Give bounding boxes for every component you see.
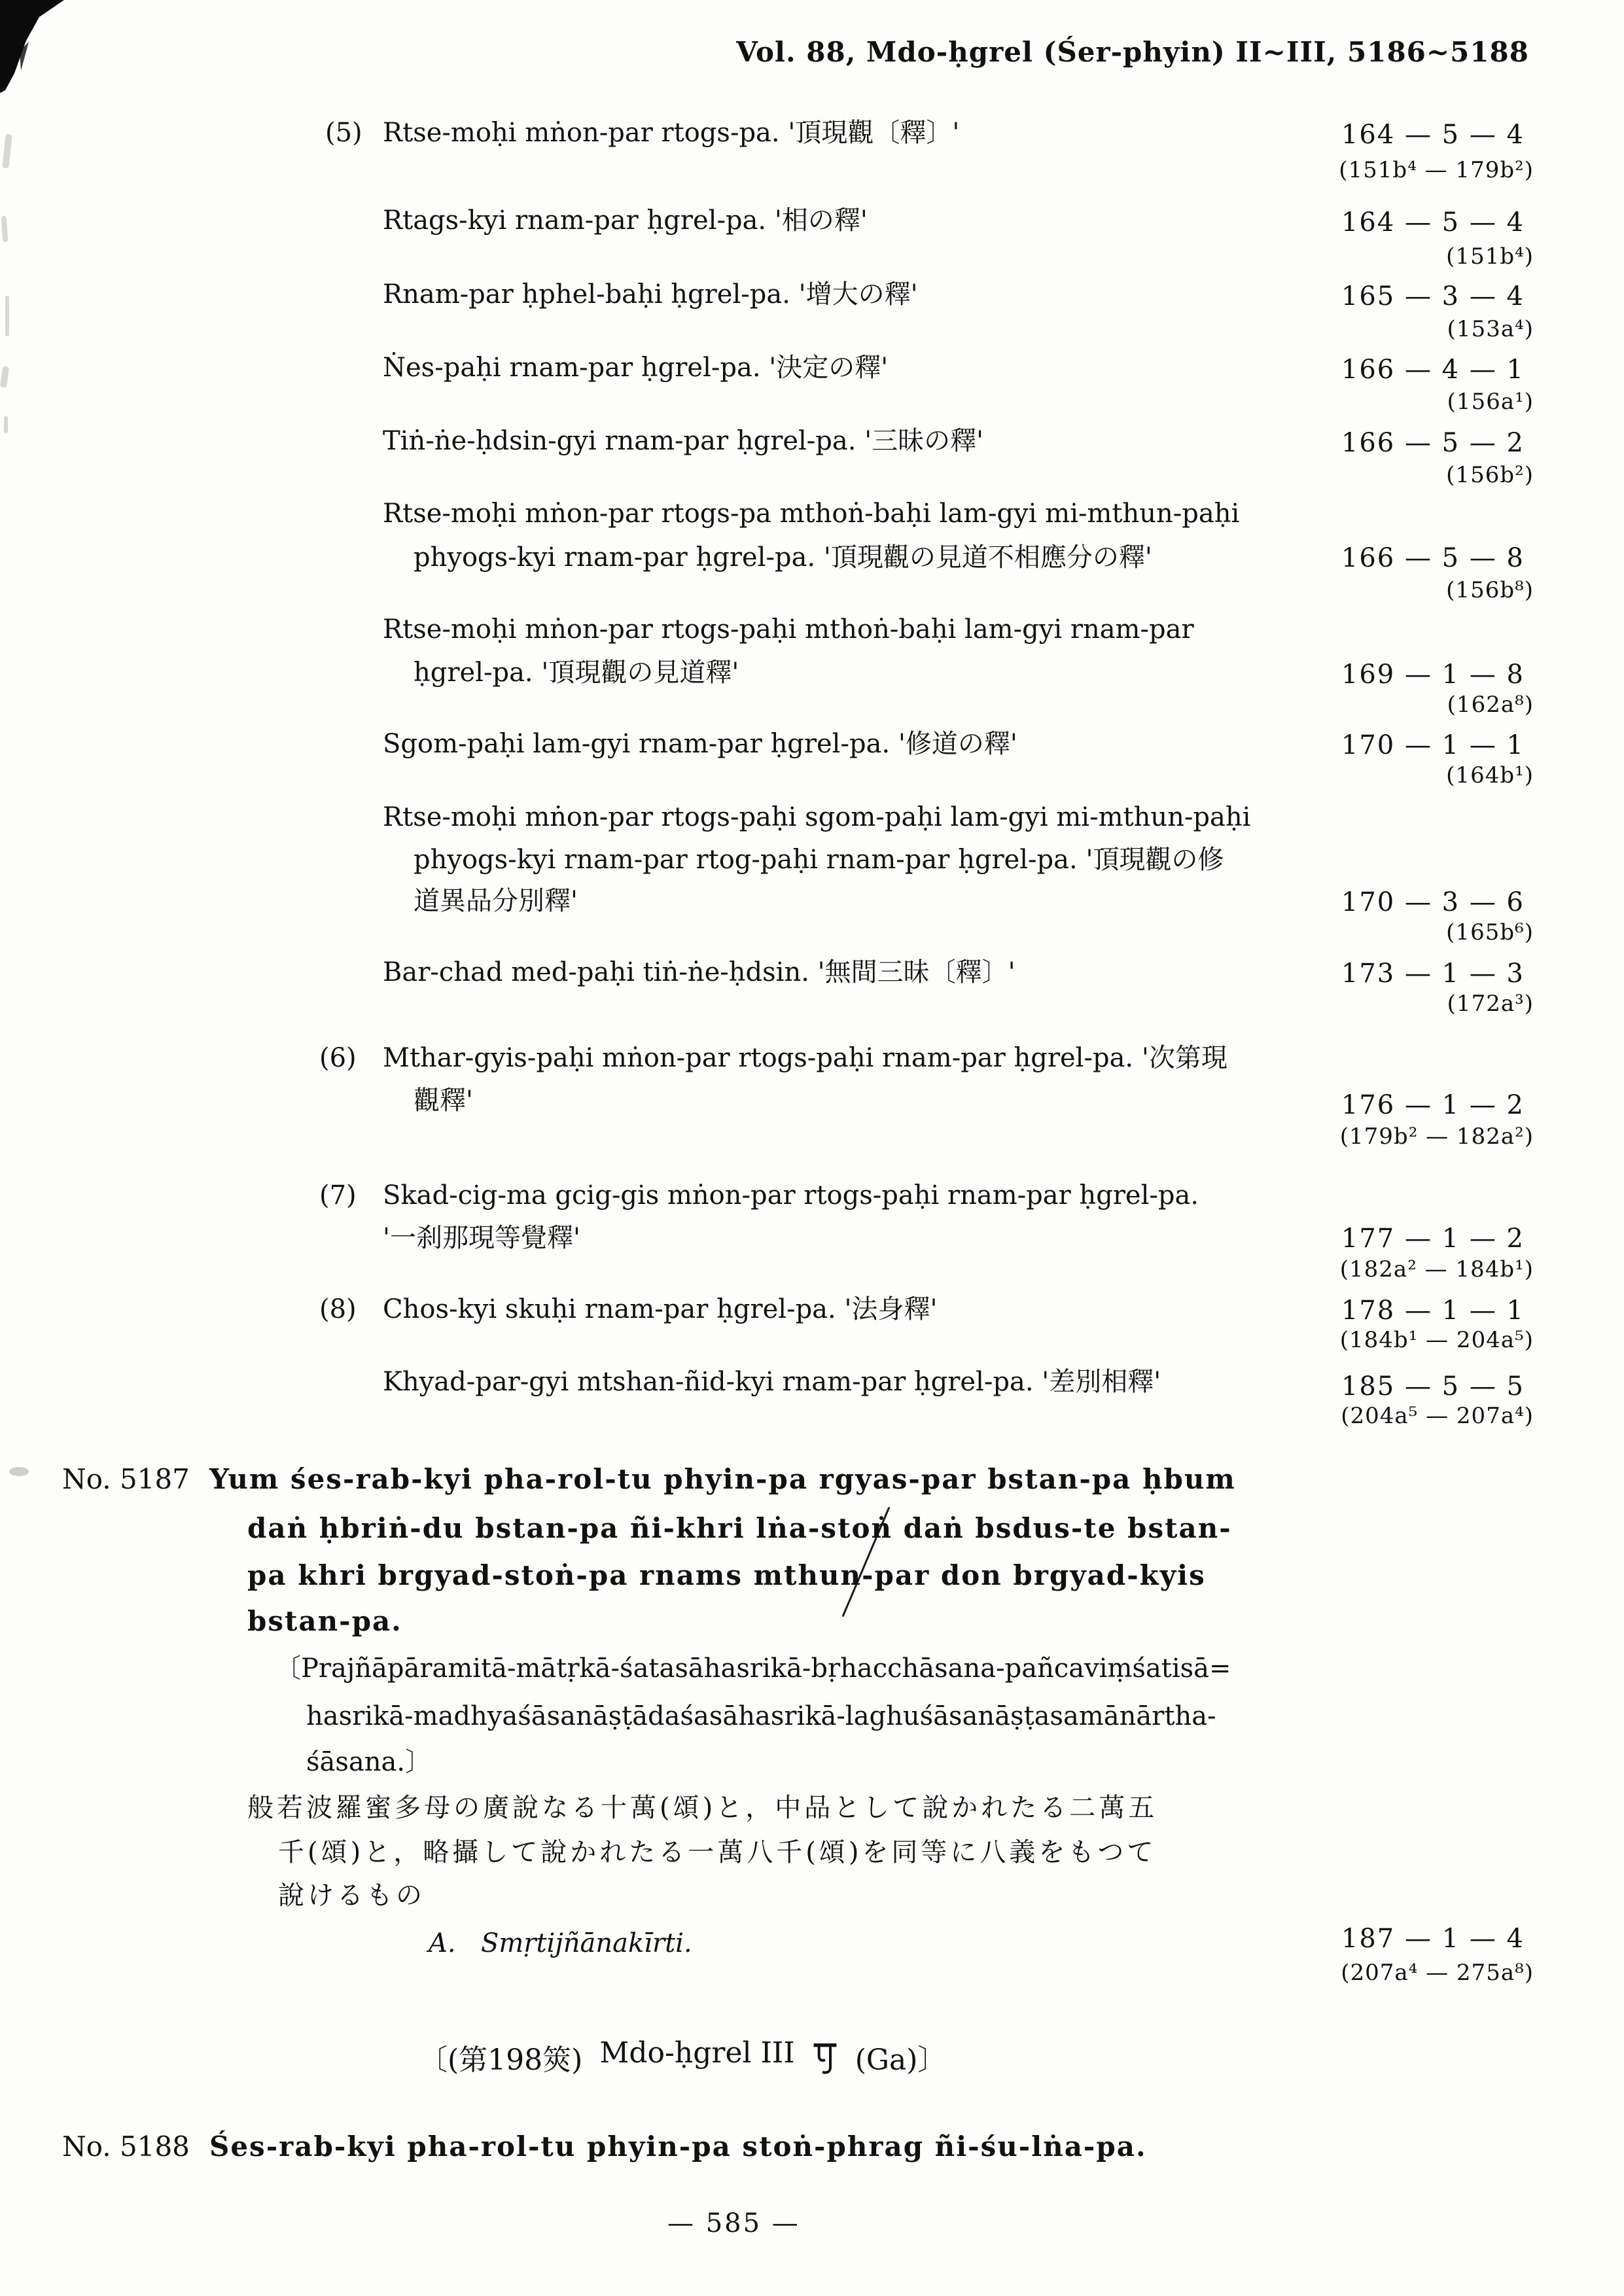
japanese-line: 說けるもの [278, 1881, 425, 1911]
entry-line: Rtse-moḥi mṅon-par rtogs-pa mthoṅ-baḥi lam-gyi mi-mthun-paḥi [383, 499, 1240, 529]
page-ref: 177 — 1 — 2 [1341, 1224, 1525, 1254]
page-ref: 170 — 3 — 6 [1341, 887, 1525, 917]
folio-ref: (151b⁴ — 179b²) [1339, 157, 1534, 183]
volume-note-prefix: 〔(第198筴) [419, 2043, 583, 2077]
page-ref: 164 — 5 — 4 [1341, 207, 1525, 238]
entry-line: Mthar-gyis-paḥi mṅon-par rtogs-paḥi rnam-par ḥgrel-pa. '次第現 [383, 1043, 1227, 1073]
japanese-line: 般若波羅蜜多母の廣說なる十萬(頌)と，中品として說かれたる二萬五 [247, 1793, 1158, 1823]
entry-line: 觀釋' [414, 1086, 473, 1116]
entry-line: Rtse-moḥi mṅon-par rtogs-paḥi sgom-paḥi lam-gyi mi-mthun-paḥi [383, 802, 1251, 832]
entry-line: 道異品分別釋' [414, 886, 578, 916]
folio-ref: (179b² — 182a²) [1339, 1123, 1534, 1150]
volume-note-suffix: (Ga)〕 [855, 2043, 947, 2077]
page-ref: 170 — 1 — 1 [1341, 730, 1525, 760]
page-ref: 169 — 1 — 8 [1341, 660, 1525, 690]
folio-ref: (207a⁴ — 275a⁸) [1341, 1960, 1534, 1986]
scan-smudge [4, 416, 8, 433]
page-ref: 166 — 4 — 1 [1341, 355, 1525, 385]
entry-line: ḥgrel-pa. '頂現觀の見道釋' [414, 658, 739, 688]
page-ref: 166 — 5 — 8 [1341, 543, 1525, 573]
page-ref: 166 — 5 — 2 [1341, 428, 1525, 458]
folio-ref: (162a⁸) [1447, 692, 1534, 718]
folio-ref: (156b²) [1446, 462, 1534, 488]
folio-ref: (151b⁴) [1446, 243, 1534, 270]
tibetan-ga-glyph [812, 2040, 838, 2078]
folio-ref: (156a¹) [1447, 389, 1534, 415]
entry-line: Sgom-paḥi lam-gyi rnam-par ḥgrel-pa. '修道の釋' [383, 729, 1017, 759]
title-line: bstan-pa. [247, 1605, 402, 1637]
entry-line: Khyad-par-gyi mtshan-ñid-kyi rnam-par ḥgrel-pa. '差別相釋' [383, 1367, 1161, 1397]
entry-line: Tiṅ-ṅe-ḥdsin-gyi rnam-par ḥgrel-pa. '三昧の釋' [383, 426, 984, 456]
sanskrit-line: śāsana.〕 [306, 1747, 432, 1777]
page-ref: 173 — 1 — 3 [1341, 959, 1525, 989]
sanskrit-line: 〔Prajñāpāramitā-mātṛkā-śatasāhasrikā-bṛhacchāsana-pañcaviṃśatisā= [275, 1653, 1231, 1684]
catalog-number: No. 5187 [62, 1463, 190, 1495]
folio-ref: (153a⁴) [1447, 316, 1534, 342]
page-ref: 176 — 1 — 2 [1341, 1090, 1525, 1120]
volume-note-body: Mdo-ḥgrel III [599, 2036, 795, 2070]
entry-line: Rnam-par ḥphel-baḥi ḥgrel-pa. '增大の釋' [383, 279, 918, 309]
volume-note [419, 2036, 946, 2078]
entry-line: Bar-chad med-paḥi tiṅ-ṅe-ḥdsin. '無間三昧〔釋〕' [383, 957, 1015, 987]
page-number: — 585 — [667, 2208, 800, 2238]
folio-ref: (164b¹) [1446, 762, 1534, 788]
page-ref: 178 — 1 — 1 [1341, 1296, 1525, 1326]
entry-line: Rtags-kyi rnam-par ḥgrel-pa. '相の釋' [383, 205, 868, 236]
scan-smudge [9, 1467, 29, 1476]
entry-line: phyogs-kyi rnam-par ḥgrel-pa. '頂現觀の見道不相應分の釋' [414, 542, 1152, 573]
page-ref: 187 — 1 — 4 [1341, 1924, 1525, 1954]
entry-line: Rtse-moḥi mṅon-par rtogs-pa. '頂現觀〔釋〕' [383, 118, 960, 148]
scan-smudge [1, 216, 9, 242]
title-line: Śes-rab-kyi pha-rol-tu phyin-pa stoṅ-phrag ñi-śu-lṅa-pa. [209, 2130, 1147, 2163]
entry-number: (6) [319, 1043, 357, 1073]
entry-line: phyogs-kyi rnam-par rtog-paḥi rnam-par ḥgrel-pa. '頂現觀の修 [414, 845, 1224, 875]
title-line: Yum śes-rab-kyi pha-rol-tu phyin-pa rgyas-par bstan-pa ḥbum [209, 1463, 1236, 1495]
scan-smudge [0, 366, 9, 387]
catalog-number: No. 5188 [62, 2130, 190, 2163]
folio-ref: (165b⁶) [1446, 919, 1534, 945]
folio-ref: (182a² — 184b¹) [1339, 1256, 1534, 1282]
folio-ref: (156b⁸) [1446, 577, 1534, 603]
entry-line: Ṅes-paḥi rnam-par ḥgrel-pa. '決定の釋' [383, 353, 889, 383]
folio-ref: (172a³) [1447, 991, 1534, 1017]
ink-blob [0, 0, 85, 98]
folio-ref: (204a⁵ — 207a⁴) [1341, 1403, 1534, 1429]
page-ref: 165 — 3 — 4 [1341, 281, 1525, 311]
entry-number: (8) [319, 1294, 357, 1324]
title-line: pa khri brgyad-stoṅ-pa rnams mthun-par don brgyad-kyis [247, 1559, 1206, 1591]
scan-smudge [2, 134, 12, 169]
entry-number: (7) [319, 1180, 357, 1210]
entry-line: Chos-kyi skuḥi rnam-par ḥgrel-pa. '法身釋' [383, 1294, 938, 1324]
page-ref: 185 — 5 — 5 [1341, 1371, 1525, 1402]
scan-smudge [5, 296, 9, 336]
entry-line: '一刹那現等覺釋' [383, 1223, 580, 1253]
japanese-line: 千(頌)と，略攝して說かれたる一萬八千(頌)を同等に八義をもつて [278, 1837, 1157, 1867]
translator-name: Smṛtijñānakīrti. [481, 1928, 692, 1958]
entry-number: (5) [325, 118, 362, 148]
entry-line: Rtse-moḥi mṅon-par rtogs-paḥi mthoṅ-baḥi lam-gyi rnam-par [383, 614, 1194, 645]
translator-label: A. [429, 1928, 456, 1958]
sanskrit-line: hasrikā-madhyaśāsanāṣṭādaśasāhasrikā-laghuśāsanāṣṭasamānārtha- [306, 1701, 1216, 1731]
folio-ref: (184b¹ — 204a⁵) [1339, 1327, 1534, 1353]
page-header: Vol. 88, Mdo-ḥgrel (Śer-phyin) II~III, 5186~5188 [736, 36, 1529, 68]
title-line: daṅ ḥbriṅ-du bstan-pa ñi-khri lṅa-stoṅ daṅ bsdus-te bstan- [247, 1512, 1232, 1544]
page-ref: 164 — 5 — 4 [1341, 120, 1525, 150]
entry-line: Skad-cig-ma gcig-gis mṅon-par rtogs-paḥi rnam-par ḥgrel-pa. [383, 1180, 1199, 1210]
